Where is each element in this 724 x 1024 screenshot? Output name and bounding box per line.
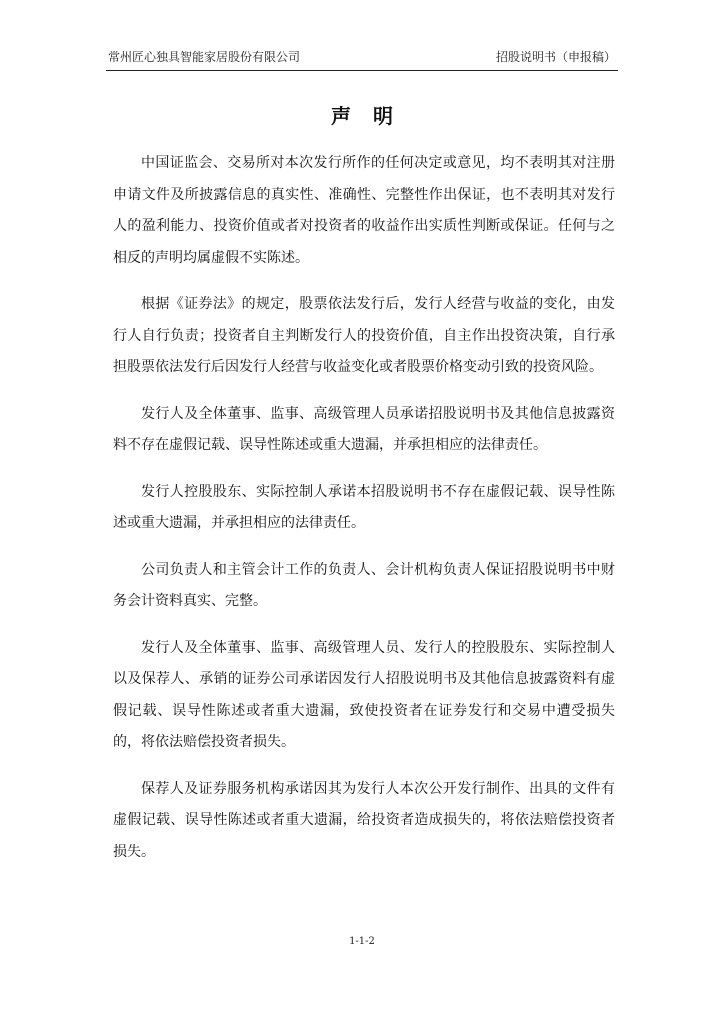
paragraph-1: 中国证监会、交易所对本次发行所作的任何决定或意见，均不表明其对注册申请文件及所披露信息的真实性、准确性、完整性作出保证，也不表明其对发行人的盈利能力、投资价值或者对投资者的收益作出实质性判断或保证。任何与之相反的声明均属虚假不实陈述。 <box>113 155 615 266</box>
page-number: 1-1-2 <box>349 936 375 947</box>
paragraph-2: 根据《证券法》的规定，股票依法发行后，发行人经营与收益的变化，由发行人自行负责；投资者自主判断发行人的投资价值，自主作出投资决策，自行承担股票依法发行后因发行人经营与收益变化或者股票价格变动引致的投资风险。 <box>113 296 615 375</box>
page-header <box>106 50 618 71</box>
paragraph-5: 公司负责人和主管会计工作的负责人、会计机构负责人保证招股说明书中财务会计资料真实、完整。 <box>113 561 615 609</box>
header-document-type: 招股说明书（申报稿） <box>495 50 616 64</box>
declaration-body <box>113 148 615 883</box>
paragraph-3: 发行人及全体董事、监事、高级管理人员承诺招股说明书及其他信息披露资料不存在虚假记载、误导性陈述或重大遗漏，并承担相应的法律责任。 <box>113 405 615 453</box>
header-company-name: 常州匠心独具智能家居股份有限公司 <box>108 50 301 64</box>
paragraph-6: 发行人及全体董事、监事、高级管理人员、发行人的控股股东、实际控制人以及保荐人、承销的证券公司承诺因发行人招股说明书及其他信息披露资料有虚假记载、误导性陈述或者重大遗漏，致使投资者在证券发行和交易中遭受损失的，将依法赔偿投资者损失。 <box>113 639 615 750</box>
paragraph-4: 发行人控股股东、实际控制人承诺本招股说明书不存在虚假记载、误导性陈述或重大遗漏，并承担相应的法律责任。 <box>113 483 615 531</box>
page-title: 声明 <box>331 104 415 128</box>
paragraph-7: 保荐人及证券服务机构承诺因其为发行人本次公开发行制作、出具的文件有虚假记载、误导性陈述或者重大遗漏，给投资者造成损失的，将依法赔偿投资者损失。 <box>113 780 615 860</box>
